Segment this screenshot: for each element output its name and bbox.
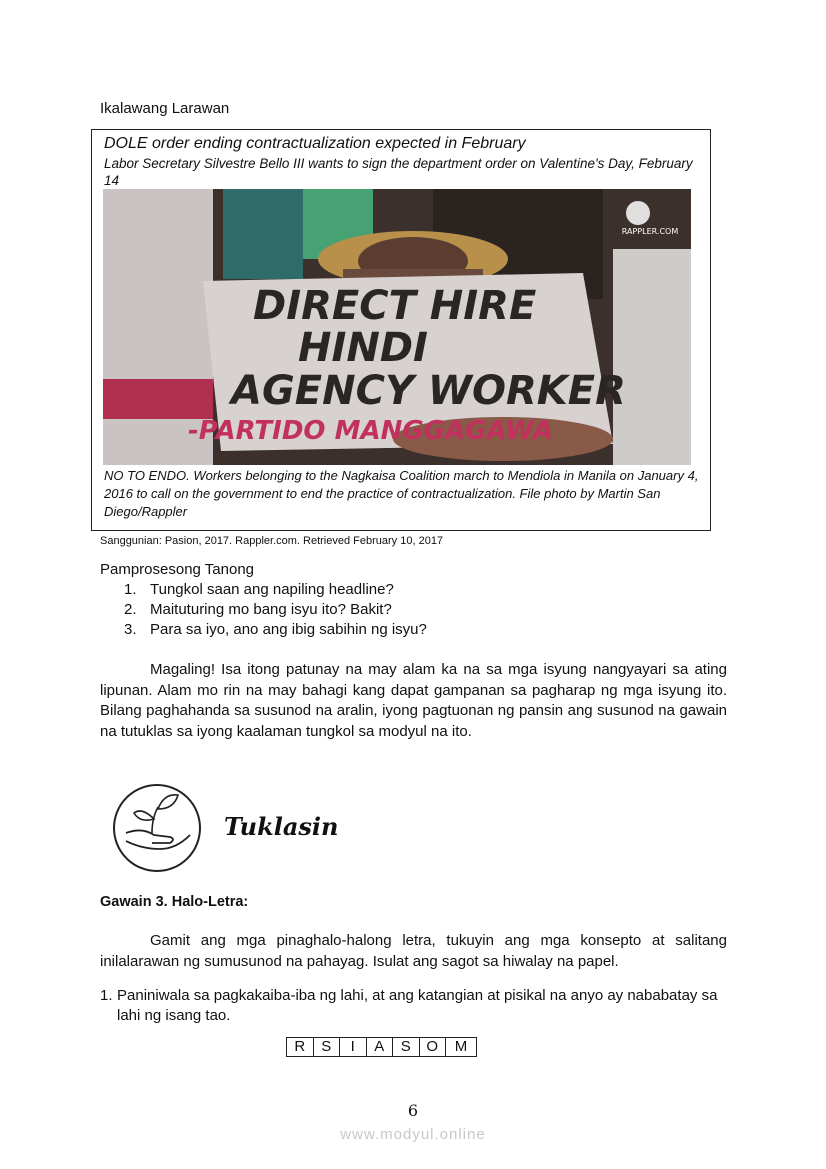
letter-cell: M	[454, 1038, 468, 1055]
list-item	[124, 600, 427, 620]
question-text: Tungkol saan ang napiling headline?	[150, 581, 394, 598]
watermark: www.modyul.online	[340, 1126, 486, 1143]
letter-cell: I	[340, 1038, 367, 1056]
news-headline: DOLE order ending contractualization expected in February	[104, 135, 526, 152]
sign-line-1: DIRECT HIRE	[253, 283, 537, 329]
activity-instructions: Gamit ang mga pinaghalo-halong letra, tukuyin ang mga konsepto at salitang inilalarawan ng sumusunod na pahayag. Isulat ang sagot sa hiwalay na papel.	[100, 932, 727, 970]
news-subhead: Labor Secretary Silvestre Bello III wants to sign the department order on Valentine's Day, February 14	[104, 156, 693, 188]
letter-cell: A	[367, 1038, 394, 1056]
question-number: 3.	[124, 621, 137, 638]
questions-list	[124, 580, 427, 640]
news-photo	[103, 189, 691, 465]
question-text: Maituturing mo bang isyu ito? Bakit?	[150, 601, 392, 618]
sign-banner-text: -PARTIDO MANGGAGAWA	[188, 416, 554, 446]
activity-item-1	[100, 986, 720, 1026]
page-number: 6	[407, 1101, 419, 1120]
protest-photo-illustration	[103, 189, 691, 465]
item-number: 1.	[100, 987, 113, 1004]
letter-cell: R	[287, 1038, 314, 1056]
questions-title: Pamprosesong Tanong	[100, 561, 254, 578]
letter-cell: S	[314, 1038, 341, 1056]
activity-title: Gawain 3. Halo-Letra:	[100, 894, 249, 910]
scrambled-letters-box	[286, 1037, 477, 1057]
source-citation: Sanggunian: Pasion, 2017. Rappler.com. Retrieved February 10, 2017	[100, 535, 444, 547]
letter-cell: S	[393, 1038, 420, 1056]
section-label: Ikalawang Larawan	[100, 100, 230, 117]
item-text: Paniniwala sa pagkakaiba-iba ng lahi, at ang katangian at pisikal na anyo ay nababatay sa lahi ng isang tao.	[117, 987, 718, 1024]
sign-line-2: HINDI	[298, 325, 428, 371]
list-item	[124, 620, 427, 640]
rappler-logo-text: RAPPLER.COM	[621, 227, 679, 236]
photo-caption: NO TO ENDO. Workers belonging to the Nagkaisa Coalition march to Mendiola in Manila on January 4, 2016 to call on the government to end the practice of contractualization. File photo by Martin San Diego/Rappler	[104, 468, 699, 519]
letter-cell: O	[420, 1038, 447, 1056]
question-text: Para sa iyo, ano ang ibig sabihin ng isyu?	[150, 621, 427, 638]
sign-line-3: AGENCY WORKER	[231, 368, 626, 414]
list-item	[124, 580, 427, 600]
question-number: 1.	[124, 581, 137, 598]
tuklasin-title: Tuklasin	[224, 812, 339, 841]
paragraph-intro: Magaling! Isa itong patunay na may alam ka na sa mga isyung nangyayari sa ating lipunan. Alam mo rin na may bahagi kang dapat gampanan sa pagharap ng mga isyung ito. Bilang paghahanda sa susunod na aralin, iyong pagtuonan ng pansin ang susunod na gawain na tutuklas sa iyong kaalaman tungkol sa modyul na ito.	[100, 661, 727, 740]
question-number: 2.	[124, 601, 137, 618]
hand-with-plant-icon	[112, 783, 202, 873]
